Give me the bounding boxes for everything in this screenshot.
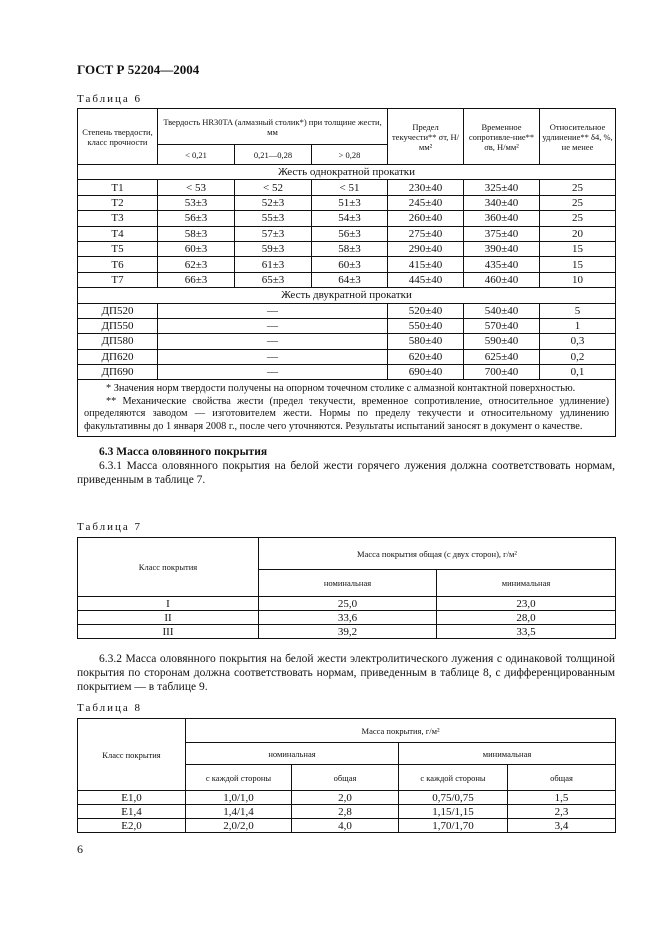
cell-tensile: 325±40 — [464, 180, 540, 195]
cell-yield: 580±40 — [388, 334, 464, 349]
table8-header-mass: Масса покрытия, г/м² — [186, 719, 616, 743]
table7-header-mass: Масса покрытия общая (с двух сторон), г/м² — [259, 538, 616, 570]
cell-class: Е2,0 — [78, 819, 186, 833]
cell-elongation: 25 — [540, 195, 616, 210]
cell-grade: ДП690 — [78, 365, 158, 380]
table6-note-1: * Значения норм твердости получены на опорном точечном столике с алмазной контактной поверхностью. — [106, 383, 576, 395]
cell-nominal-each: 2,0/2,0 — [186, 819, 292, 833]
cell-hardness-2: 52±3 — [235, 195, 312, 210]
cell-hardness: — — [158, 303, 388, 318]
table8-header-minimal-each: с каждой стороны — [399, 765, 508, 791]
cell-hardness-2: 59±3 — [235, 241, 312, 256]
cell-elongation: 0,2 — [540, 349, 616, 364]
cell-hardness-2: 65±3 — [235, 272, 312, 287]
table-row — [78, 241, 616, 256]
cell-class: II — [78, 611, 259, 625]
table-row — [78, 272, 616, 287]
cell-nominal-total: 2,0 — [292, 791, 399, 805]
cell-nominal-each: 1,0/1,0 — [186, 791, 292, 805]
table-row — [78, 195, 616, 210]
cell-nominal: 25,0 — [259, 597, 437, 611]
cell-hardness-3: < 51 — [312, 180, 388, 195]
table7-caption: Таблица 7 — [77, 521, 143, 533]
table6-header-thickness-2: 0,21—0,28 — [235, 145, 312, 165]
table8-header-minimal-total: общая — [508, 765, 616, 791]
cell-tensile: 700±40 — [464, 365, 540, 380]
table-row — [78, 611, 616, 625]
cell-minimal-total: 2,3 — [508, 805, 616, 819]
cell-elongation: 15 — [540, 257, 616, 272]
table6-caption: Таблица 6 — [77, 93, 143, 105]
cell-hardness-1: 62±3 — [158, 257, 235, 272]
table-row — [78, 226, 616, 241]
table7-header-minimal: минимальная — [437, 570, 616, 597]
cell-hardness: — — [158, 334, 388, 349]
table6-header-tensile: Временное сопротивле-ние** σв, Н/мм² — [464, 109, 540, 165]
cell-hardness-3: 54±3 — [312, 211, 388, 226]
cell-grade: ДП580 — [78, 334, 158, 349]
cell-minimal-each: 0,75/0,75 — [399, 791, 508, 805]
cell-grade: ДП550 — [78, 318, 158, 333]
cell-tensile: 435±40 — [464, 257, 540, 272]
table7 — [77, 537, 616, 639]
cell-hardness: — — [158, 318, 388, 333]
cell-grade: Т5 — [78, 241, 158, 256]
cell-hardness-1: 58±3 — [158, 226, 235, 241]
table-row — [78, 819, 616, 833]
cell-elongation: 15 — [540, 241, 616, 256]
cell-grade: ДП520 — [78, 303, 158, 318]
table-row — [78, 257, 616, 272]
cell-hardness-3: 51±3 — [312, 195, 388, 210]
cell-elongation: 0,3 — [540, 334, 616, 349]
cell-yield: 620±40 — [388, 349, 464, 364]
table6-section-single: Жесть однократной прокатки — [78, 165, 616, 180]
cell-yield: 415±40 — [388, 257, 464, 272]
table-row — [78, 349, 616, 364]
cell-nominal-total: 2,8 — [292, 805, 399, 819]
table7-header-nominal: номинальная — [259, 570, 437, 597]
cell-grade: ДП620 — [78, 349, 158, 364]
table-row — [78, 365, 616, 380]
cell-tensile: 570±40 — [464, 318, 540, 333]
cell-grade: Т2 — [78, 195, 158, 210]
cell-yield: 260±40 — [388, 211, 464, 226]
table8-header-nominal: номинальная — [186, 743, 399, 765]
table6 — [77, 108, 616, 437]
section-title: Масса оловянного покрытия — [116, 446, 268, 458]
cell-hardness: — — [158, 365, 388, 380]
cell-elongation: 0,1 — [540, 365, 616, 380]
cell-hardness-1: 60±3 — [158, 241, 235, 256]
cell-class: Е1,4 — [78, 805, 186, 819]
cell-hardness-2: 55±3 — [235, 211, 312, 226]
cell-hardness-2: 57±3 — [235, 226, 312, 241]
table-row — [78, 318, 616, 333]
cell-elongation: 10 — [540, 272, 616, 287]
cell-yield: 245±40 — [388, 195, 464, 210]
cell-yield: 445±40 — [388, 272, 464, 287]
cell-class: Е1,0 — [78, 791, 186, 805]
cell-minimal: 33,5 — [437, 625, 616, 639]
cell-hardness: — — [158, 349, 388, 364]
cell-minimal-total: 3,4 — [508, 819, 616, 833]
table-row — [78, 791, 616, 805]
cell-grade: Т6 — [78, 257, 158, 272]
cell-nominal: 39,2 — [259, 625, 437, 639]
table8-header-nominal-total: общая — [292, 765, 399, 791]
cell-hardness-3: 58±3 — [312, 241, 388, 256]
table6-header-yield: Предел текучести** σт, Н/мм² — [388, 109, 464, 165]
table6-header-elongation: Относительное удлинение** δ4, %, не менее — [540, 109, 616, 165]
section-number: 6.3 — [99, 446, 114, 458]
paragraph-6-3-1: 6.3.1 Масса оловянного покрытия на белой жести горячего лужения должна соответствовать нормам, приведенным в таблице 7. — [77, 460, 615, 486]
cell-tensile: 340±40 — [464, 195, 540, 210]
cell-tensile: 590±40 — [464, 334, 540, 349]
cell-yield: 690±40 — [388, 365, 464, 380]
table6-header-thickness-1: < 0,21 — [158, 145, 235, 165]
cell-nominal: 33,6 — [259, 611, 437, 625]
cell-tensile: 460±40 — [464, 272, 540, 287]
cell-elongation: 25 — [540, 180, 616, 195]
cell-hardness-2: 61±3 — [235, 257, 312, 272]
table-row — [78, 211, 616, 226]
cell-tensile: 390±40 — [464, 241, 540, 256]
table8 — [77, 718, 616, 833]
cell-tensile: 625±40 — [464, 349, 540, 364]
cell-grade: Т3 — [78, 211, 158, 226]
table6-section-double: Жесть двукратной прокатки — [78, 288, 616, 303]
table-row — [78, 597, 616, 611]
cell-yield: 550±40 — [388, 318, 464, 333]
cell-hardness-3: 60±3 — [312, 257, 388, 272]
table-row — [78, 303, 616, 318]
cell-hardness-1: 66±3 — [158, 272, 235, 287]
cell-hardness-3: 64±3 — [312, 272, 388, 287]
cell-minimal-each: 1,15/1,15 — [399, 805, 508, 819]
cell-hardness-1: 56±3 — [158, 211, 235, 226]
cell-minimal-each: 1,70/1,70 — [399, 819, 508, 833]
table-row — [78, 805, 616, 819]
table8-header-minimal: минимальная — [399, 743, 616, 765]
cell-hardness-2: < 52 — [235, 180, 312, 195]
table-row — [78, 334, 616, 349]
cell-elongation: 1 — [540, 318, 616, 333]
cell-class: III — [78, 625, 259, 639]
cell-hardness-1: < 53 — [158, 180, 235, 195]
cell-nominal-total: 4,0 — [292, 819, 399, 833]
cell-hardness-1: 53±3 — [158, 195, 235, 210]
cell-minimal-total: 1,5 — [508, 791, 616, 805]
table-row — [78, 625, 616, 639]
cell-tensile: 360±40 — [464, 211, 540, 226]
cell-grade: Т7 — [78, 272, 158, 287]
document-header: ГОСТ Р 52204—2004 — [77, 62, 200, 77]
table-row — [78, 180, 616, 195]
cell-yield: 520±40 — [388, 303, 464, 318]
cell-hardness-3: 56±3 — [312, 226, 388, 241]
table6-header-thickness-3: > 0,28 — [312, 145, 388, 165]
cell-grade: Т1 — [78, 180, 158, 195]
cell-nominal-each: 1,4/1,4 — [186, 805, 292, 819]
page-number: 6 — [77, 842, 83, 856]
cell-yield: 275±40 — [388, 226, 464, 241]
cell-minimal: 28,0 — [437, 611, 616, 625]
cell-class: I — [78, 597, 259, 611]
paragraph-6-3-2: 6.3.2 Масса оловянного покрытия на белой жести электролитического лужения с одинаковой толщиной покрытия по сторонам должна соответствовать нормам, приведенным в таблице 8, с дифференцированным покрытием — в таблице 9. — [77, 653, 615, 693]
table6-note-2: ** Механические свойства жести (предел текучести, временное сопротивление, относительное удлинение) определяются заводом — изготовителем жести. Нормы по пределу текучести и относительному удлинению факультативны до 1 января 2008 г., после чего уточняются. Результаты испытаний заносят в документ о качестве. — [84, 395, 610, 432]
table6-notes — [78, 380, 616, 437]
cell-elongation: 25 — [540, 211, 616, 226]
cell-elongation: 20 — [540, 226, 616, 241]
cell-yield: 230±40 — [388, 180, 464, 195]
table8-caption: Таблица 8 — [77, 702, 143, 714]
cell-minimal: 23,0 — [437, 597, 616, 611]
cell-tensile: 540±40 — [464, 303, 540, 318]
table8-header-nominal-each: с каждой стороны — [186, 765, 292, 791]
table7-header-class: Класс покрытия — [78, 538, 259, 597]
cell-yield: 290±40 — [388, 241, 464, 256]
table8-header-class: Класс покрытия — [78, 719, 186, 791]
table6-header-grade: Степень твердости, класс прочности — [78, 109, 158, 165]
section-heading — [77, 445, 615, 459]
table6-header-hardness: Твердость HR30TA (алмазный столик*) при толщине жести, мм — [158, 109, 388, 145]
cell-elongation: 5 — [540, 303, 616, 318]
cell-tensile: 375±40 — [464, 226, 540, 241]
cell-grade: Т4 — [78, 226, 158, 241]
